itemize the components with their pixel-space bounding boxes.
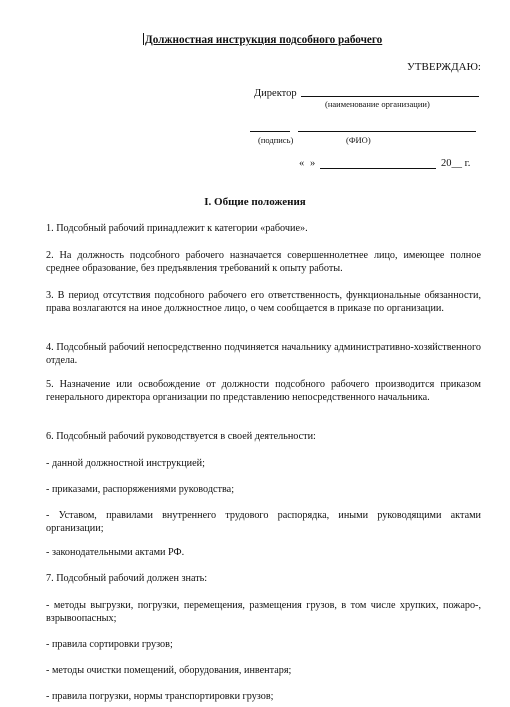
signature-line (250, 131, 290, 132)
organization-line (301, 96, 479, 97)
document-title (143, 33, 382, 46)
list-item-charter: - Уставом, правилами внутреннего трудового распорядка, иными руководящими актами организации; (46, 510, 481, 534)
list-item-orders: - приказами, распоряжениями руководства; (46, 484, 235, 495)
fio-line (298, 131, 476, 132)
organization-caption: (наименование организации) (325, 99, 430, 109)
paragraph-4: 4. Подсобный рабочий непосредственно подчиняется начальнику административно-хозяйственного отдела. (46, 342, 481, 366)
date-open-quote: « (299, 158, 305, 169)
director-label: Директор (254, 88, 297, 99)
list-item-cargo-methods: - методы выгрузки, погрузки, перемещения, размещения грузов, в том числе хрупких, пожаро-, взрывоопасных; (46, 600, 481, 624)
approve-label: УТВЕРЖДАЮ: (407, 61, 481, 73)
fio-caption: (ФИО) (346, 135, 371, 145)
date-close-quote: » (310, 158, 316, 169)
year-label: 20__ г. (441, 158, 471, 169)
text-cursor (143, 33, 144, 45)
list-item-sorting: - правила сортировки грузов; (46, 639, 173, 650)
section-title: I. Общие положения (204, 196, 306, 208)
paragraph-3: 3. В период отсутствия подсобного рабочего его ответственность, функциональные обязанности, права возлагаются на иное должностное лицо, о чем сообщается в приказе по организации. (46, 290, 481, 314)
date-line (320, 168, 436, 169)
list-item-loading: - правила погрузки, нормы транспортировки грузов; (46, 691, 274, 702)
paragraph-5: 5. Назначение или освобождение от должности подсобного рабочего производится приказом генерального директора организации по представлению непосредственного начальника. (46, 379, 481, 403)
signature-caption: (подпись) (258, 135, 294, 145)
list-item-instruction: - данной должностной инструкцией; (46, 458, 205, 469)
list-item-cleaning: - методы очистки помещений, оборудования, инвентаря; (46, 665, 292, 676)
list-item-legislation: - законодательными актами РФ. (46, 547, 185, 558)
paragraph-6: 6. Подсобный рабочий руководствуется в своей деятельности: (46, 431, 316, 442)
paragraph-7: 7. Подсобный рабочий должен знать: (46, 573, 208, 584)
paragraph-1: 1. Подсобный рабочий принадлежит к категории «рабочие». (46, 223, 308, 234)
paragraph-2: 2. На должность подсобного рабочего назначается совершеннолетнее лицо, имеющее полное среднее образование, без предъявления требований к опыту работы. (46, 250, 481, 274)
document-title-text: Должностная инструкция подсобного рабочего (145, 34, 383, 46)
